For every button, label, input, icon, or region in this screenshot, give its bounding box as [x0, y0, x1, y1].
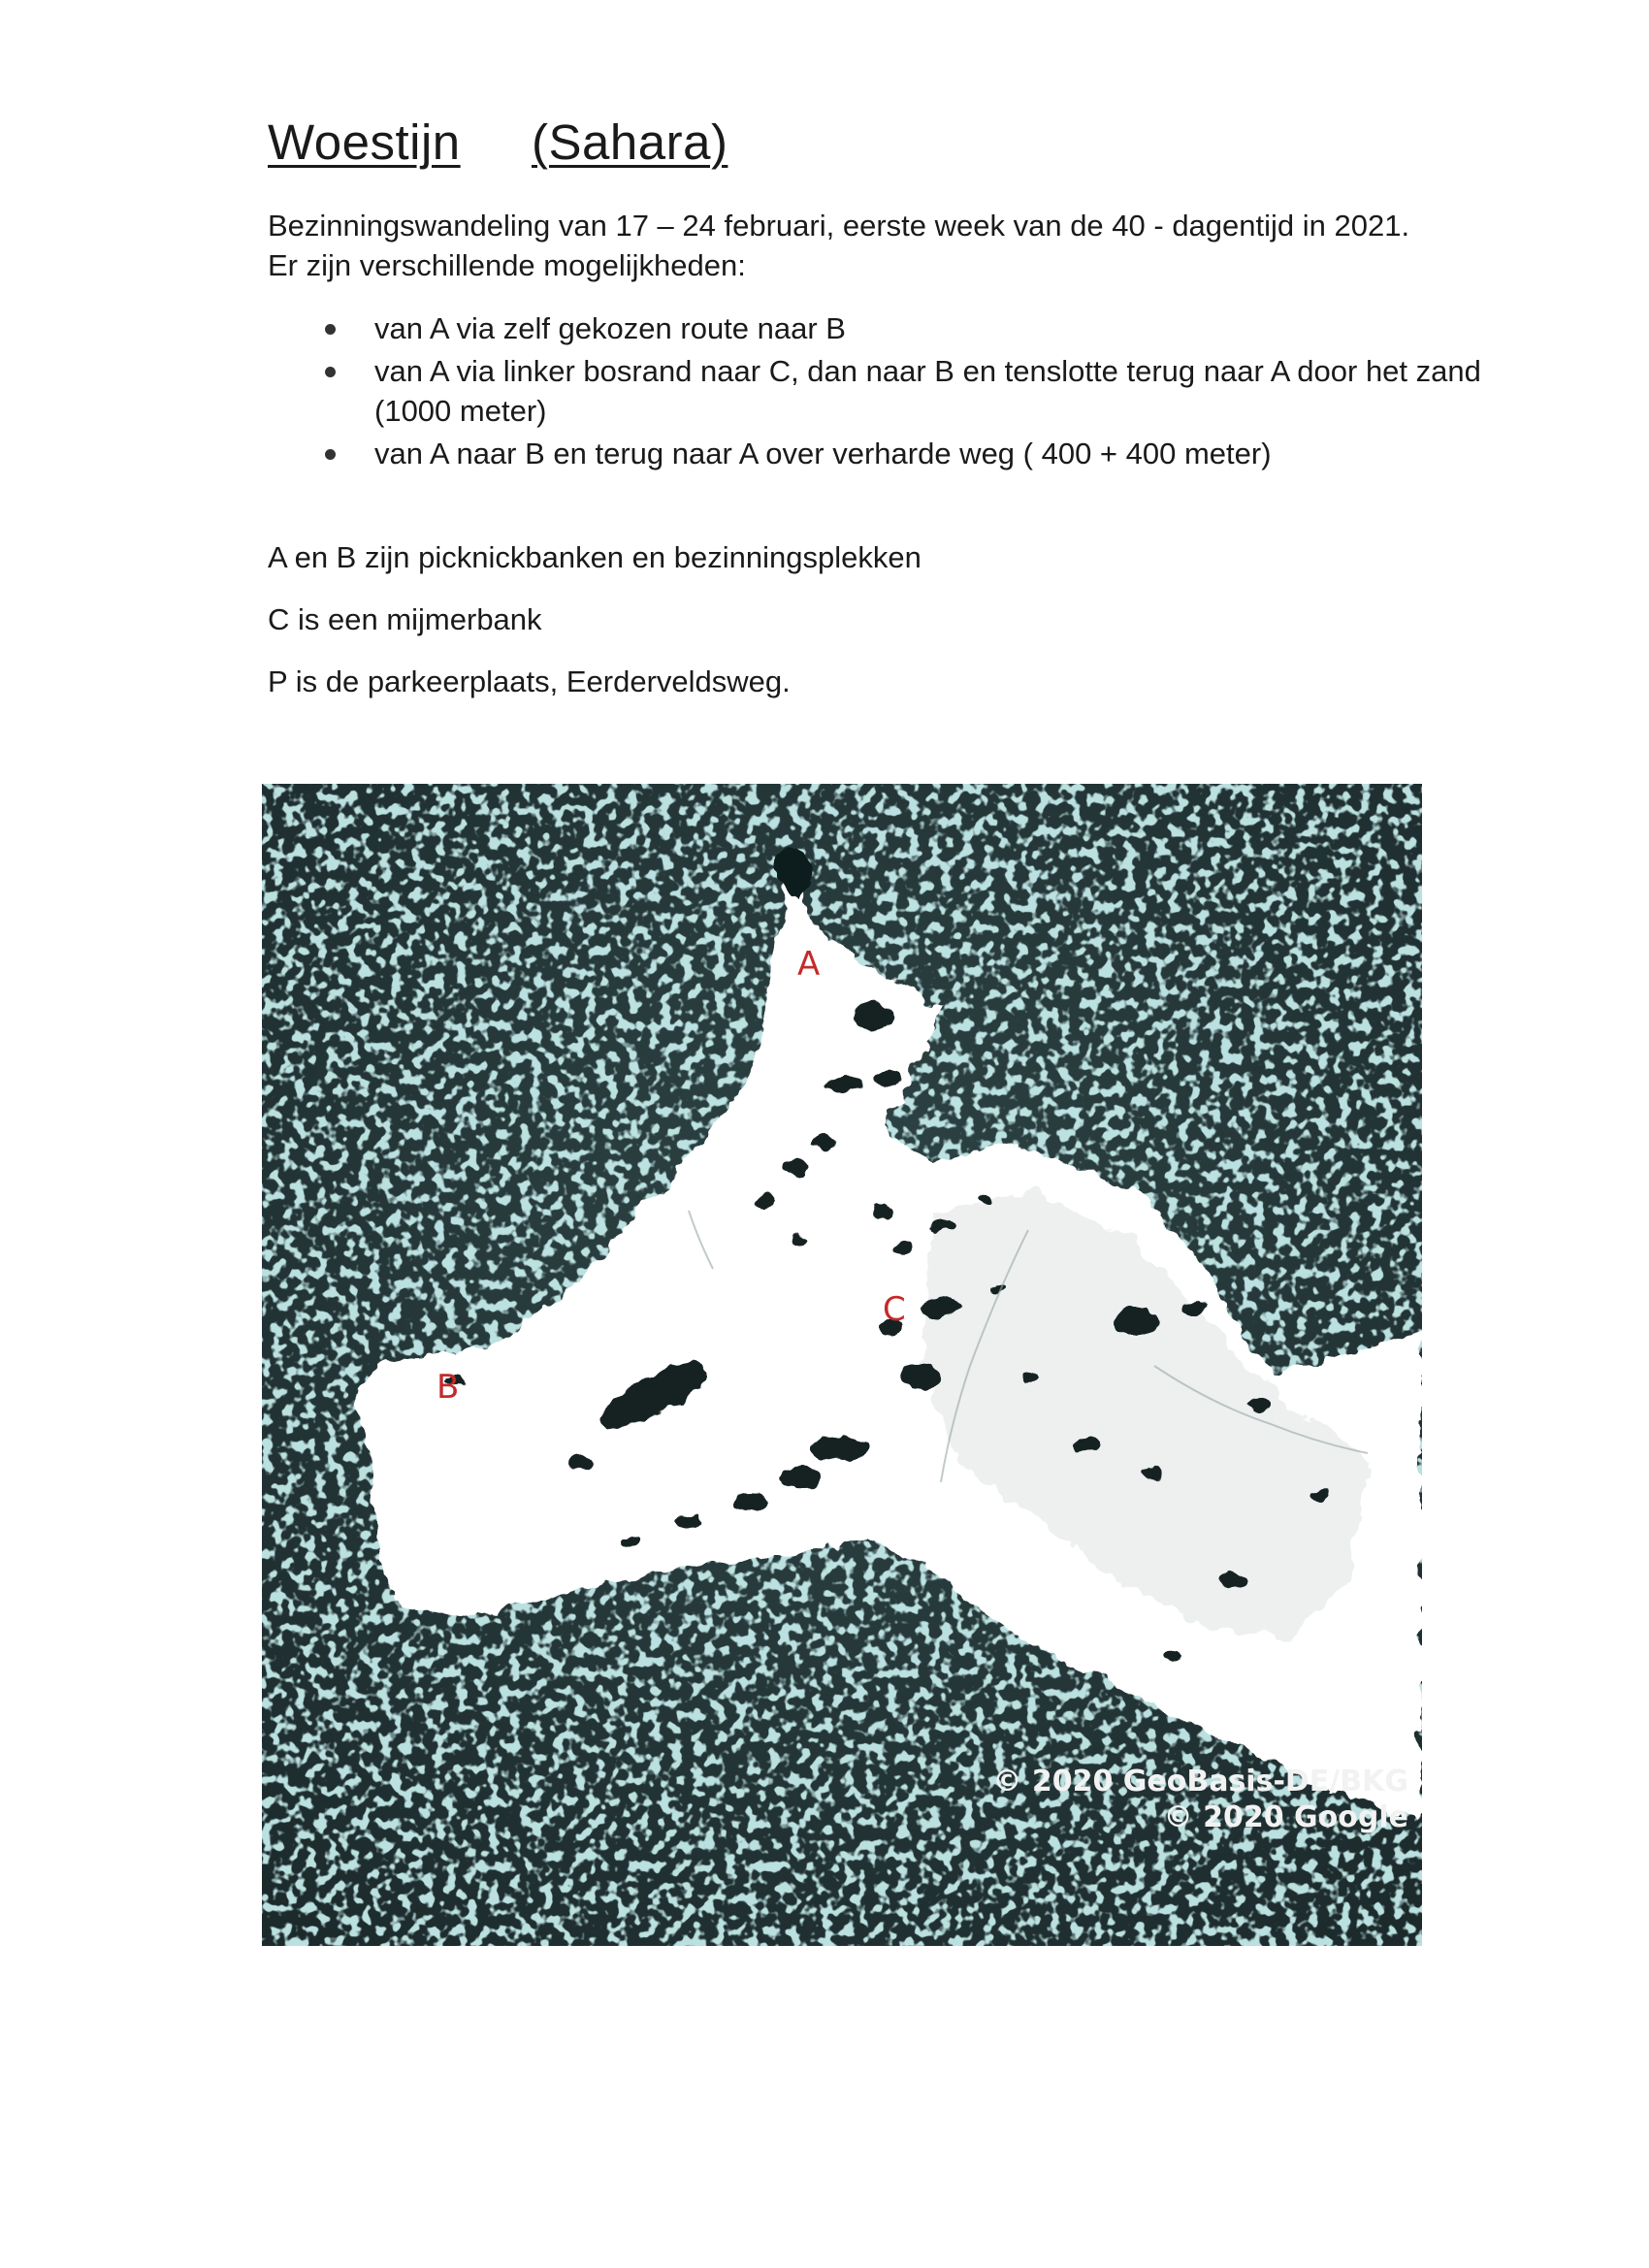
- legend-notes: [268, 537, 922, 724]
- route-option: [268, 434, 1490, 473]
- title-word: Woestijn: [268, 114, 461, 170]
- marker-b: B: [436, 1368, 460, 1407]
- route-option: [268, 308, 1490, 348]
- route-option-text: van A via linker bosrand naar C, dan naar B en tenslotte terug naar A door het zand (1000 meter): [374, 354, 1481, 428]
- route-option-text: van A naar B en terug naar A over verharde weg ( 400 + 400 meter): [374, 437, 1272, 470]
- route-option-text: van A via zelf gekozen route naar B: [374, 311, 846, 345]
- bullet-icon: [325, 324, 336, 335]
- intro-line-2: Er zijn verschillende mogelijkheden:: [268, 248, 746, 282]
- map-attribution-2: © 2020 Google: [1163, 1800, 1408, 1834]
- route-options-list: [268, 308, 1529, 476]
- route-option: [268, 351, 1490, 431]
- legend-c: C is een mijmerbank: [268, 602, 542, 636]
- intro-text: [268, 206, 1529, 285]
- map-attribution-1: © 2020 GeoBasis-DE/BKG: [992, 1765, 1408, 1798]
- page-title: [268, 114, 728, 172]
- aerial-map-image: [262, 784, 1422, 1946]
- aerial-map: [262, 784, 1422, 1946]
- marker-a: A: [797, 945, 821, 984]
- bullet-icon: [325, 449, 336, 460]
- title-region: (Sahara): [532, 114, 728, 170]
- intro-line-1: Bezinningswandeling van 17 – 24 februari, eerste week van de 40 - dagentijd in 2021.: [268, 209, 1410, 243]
- marker-c: C: [883, 1290, 906, 1329]
- legend-ab: A en B zijn picknickbanken en bezinningsplekken: [268, 540, 922, 574]
- legend-p: P is de parkeerplaats, Eerderveldsweg.: [268, 664, 791, 698]
- bullet-icon: [325, 367, 336, 377]
